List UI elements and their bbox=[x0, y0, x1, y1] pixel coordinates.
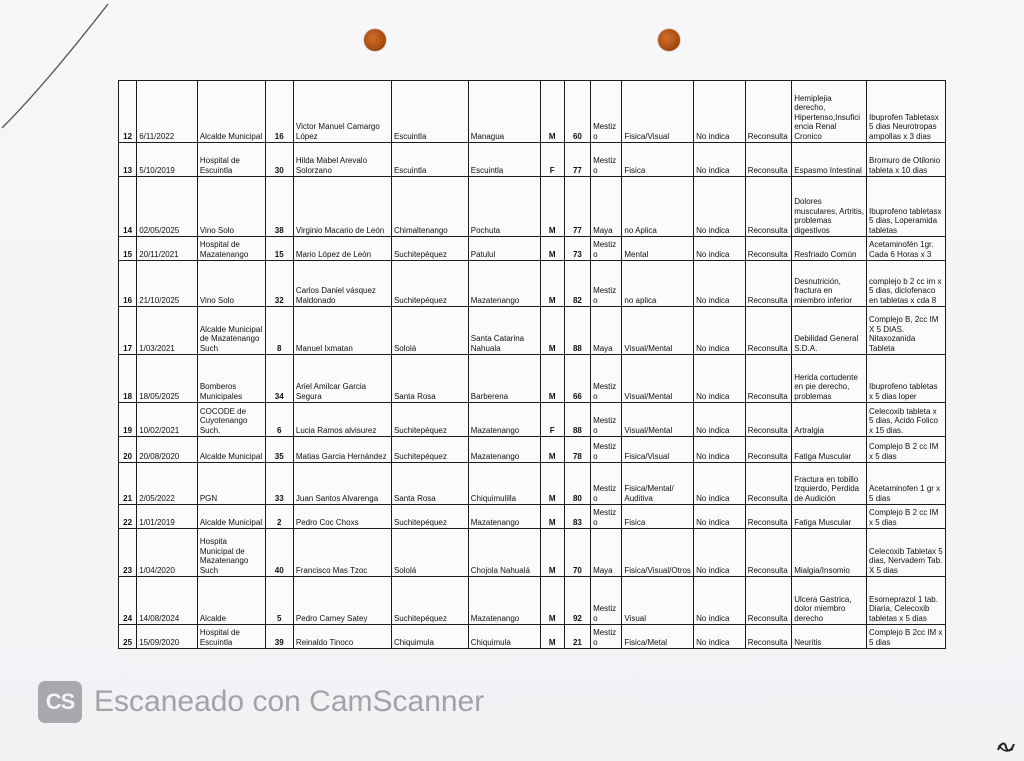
cell-visit-type: Reconsulta bbox=[745, 307, 792, 355]
cell-date: 10/02/2021 bbox=[137, 403, 198, 437]
cell-treatment: Bromuro de Otilonio tableta x 10 dias bbox=[867, 143, 946, 177]
cell-diagnosis: Artralgia bbox=[792, 403, 867, 437]
cell-municipality: Chiquimula bbox=[468, 625, 540, 649]
cell-ethnicity: Maya bbox=[591, 307, 622, 355]
cell-diagnosis: Desnutrición, fractura en miembro inferior bbox=[792, 261, 867, 307]
cell-disability: Fisica bbox=[622, 505, 694, 529]
cell-code: 2 bbox=[265, 505, 293, 529]
cell-visit-type: Reconsulta bbox=[745, 463, 792, 505]
cell-department: Suchitepéquez bbox=[391, 437, 468, 463]
cell-ethnicity: Mestizo bbox=[591, 505, 622, 529]
camscanner-watermark bbox=[38, 680, 484, 724]
cell-date: 5/10/2019 bbox=[137, 143, 198, 177]
cell-department: Suchitepéquez bbox=[391, 261, 468, 307]
cell-visit-type: Reconsulta bbox=[745, 403, 792, 437]
cell-education: No indica bbox=[694, 355, 746, 403]
cell-treatment: Complejo B 2cc IM x 5 dias bbox=[867, 625, 946, 649]
cell-disability: Visual/Mental bbox=[622, 307, 694, 355]
cell-disability: Mental bbox=[622, 237, 694, 261]
table-row bbox=[119, 625, 946, 649]
cell-row-number: 21 bbox=[119, 463, 137, 505]
cell-ethnicity: Mestizo bbox=[591, 625, 622, 649]
cell-disability: Fisica/Visual bbox=[622, 437, 694, 463]
cell-row-number: 14 bbox=[119, 177, 137, 237]
cell-visit-type: Reconsulta bbox=[745, 81, 792, 143]
cell-education: No indica bbox=[694, 463, 746, 505]
cell-code: 6 bbox=[265, 403, 293, 437]
cell-visit-type: Reconsulta bbox=[745, 437, 792, 463]
cell-diagnosis: Herida cortudente en pie derecho, problemas bbox=[792, 355, 867, 403]
cell-sex: M bbox=[540, 625, 564, 649]
watermark-text: Escaneado con CamScanner bbox=[94, 685, 485, 718]
cell-visit-type: Reconsulta bbox=[745, 505, 792, 529]
cell-education: No indica bbox=[694, 81, 746, 143]
cell-referred-by: Alcalde Municipal bbox=[197, 437, 265, 463]
cell-date: 18/05/2025 bbox=[137, 355, 198, 403]
cell-age: 82 bbox=[564, 261, 590, 307]
cell-diagnosis: Espasmo Intestinal bbox=[792, 143, 867, 177]
punch-hole-right bbox=[658, 29, 680, 51]
cell-patient-name: Virginio Macario de León bbox=[293, 177, 391, 237]
cell-patient-name: Mario López de León bbox=[293, 237, 391, 261]
cell-age: 83 bbox=[564, 505, 590, 529]
camscanner-logo-icon: CS bbox=[38, 681, 82, 723]
cell-age: 73 bbox=[564, 237, 590, 261]
cell-department: Suchitepéquez bbox=[391, 237, 468, 261]
cell-date: 1/01/2019 bbox=[137, 505, 198, 529]
cell-education: No indica bbox=[694, 577, 746, 625]
cell-patient-name: Hilda Mabel Arevalo Solorzano bbox=[293, 143, 391, 177]
cell-treatment: Celecoxib Tabletax 5 dias, Nervadem Tab. X 5 dias bbox=[867, 529, 946, 577]
cell-treatment: Complejo B 2 cc IM x 5 dias bbox=[867, 437, 946, 463]
cell-municipality: Pochuta bbox=[468, 177, 540, 237]
cell-age: 80 bbox=[564, 463, 590, 505]
cell-date: 1/04/2020 bbox=[137, 529, 198, 577]
cell-referred-by: Hospital de Escuintla bbox=[197, 143, 265, 177]
table-row bbox=[119, 355, 946, 403]
cell-municipality: Mazatenango bbox=[468, 437, 540, 463]
cell-diagnosis: Ulcera Gastrica, dolor miembro derecho bbox=[792, 577, 867, 625]
cell-row-number: 15 bbox=[119, 237, 137, 261]
table-row bbox=[119, 177, 946, 237]
cell-education: No indica bbox=[694, 237, 746, 261]
cell-disability: Visual bbox=[622, 577, 694, 625]
cell-department: Escuintla bbox=[391, 143, 468, 177]
cell-ethnicity: Mestizo bbox=[591, 355, 622, 403]
cell-visit-type: Reconsulta bbox=[745, 143, 792, 177]
cell-date: 15/09/2020 bbox=[137, 625, 198, 649]
cell-row-number: 23 bbox=[119, 529, 137, 577]
cell-age: 88 bbox=[564, 403, 590, 437]
cell-row-number: 18 bbox=[119, 355, 137, 403]
cell-row-number: 24 bbox=[119, 577, 137, 625]
cell-treatment: complejo b 2 cc im x 5 dias, diclofenaco en tabletas x cda 8 bbox=[867, 261, 946, 307]
corner-stamp-icon bbox=[996, 740, 1016, 754]
cell-code: 38 bbox=[265, 177, 293, 237]
cell-code: 32 bbox=[265, 261, 293, 307]
cell-visit-type: Reconsulta bbox=[745, 529, 792, 577]
cell-date: 1/03/2021 bbox=[137, 307, 198, 355]
cell-disability: Fisica/Mental/ Auditiva bbox=[622, 463, 694, 505]
cell-department: Suchitepéquez bbox=[391, 577, 468, 625]
cell-education: No indica bbox=[694, 307, 746, 355]
cell-disability: Visual/Mental bbox=[622, 403, 694, 437]
cell-code: 5 bbox=[265, 577, 293, 625]
cell-ethnicity: Mestizo bbox=[591, 463, 622, 505]
cell-education: No indica bbox=[694, 437, 746, 463]
cell-municipality: Barberena bbox=[468, 355, 540, 403]
cell-education: No indica bbox=[694, 529, 746, 577]
table-row bbox=[119, 237, 946, 261]
cell-patient-name: Lucia Ramos alvisurez bbox=[293, 403, 391, 437]
cell-disability: Fisica/Visual bbox=[622, 81, 694, 143]
cell-age: 78 bbox=[564, 437, 590, 463]
cell-patient-name: Pedro Camey Satey bbox=[293, 577, 391, 625]
cell-age: 88 bbox=[564, 307, 590, 355]
cell-diagnosis: Hemiplejia derecho, Hipertenso,Insuficiencia Renal Cronico bbox=[792, 81, 867, 143]
cell-municipality: Patulul bbox=[468, 237, 540, 261]
table-row bbox=[119, 143, 946, 177]
cell-sex: F bbox=[540, 143, 564, 177]
cell-referred-by: Vino Solo bbox=[197, 261, 265, 307]
cell-patient-name: Juan Santos Alvarenga bbox=[293, 463, 391, 505]
cell-referred-by: Alcalde Municipal de Mazatenango Such bbox=[197, 307, 265, 355]
cell-code: 8 bbox=[265, 307, 293, 355]
cell-sex: M bbox=[540, 177, 564, 237]
cell-ethnicity: Maya bbox=[591, 529, 622, 577]
cell-referred-by: PGN bbox=[197, 463, 265, 505]
cell-date: 02/05/2025 bbox=[137, 177, 198, 237]
table-row bbox=[119, 463, 946, 505]
cell-row-number: 25 bbox=[119, 625, 137, 649]
cell-treatment: Acetaminofén 1gr. Cada 6 Horas x 3 bbox=[867, 237, 946, 261]
cell-code: 16 bbox=[265, 81, 293, 143]
cell-visit-type: Reconsulta bbox=[745, 237, 792, 261]
cell-code: 35 bbox=[265, 437, 293, 463]
cell-sex: M bbox=[540, 529, 564, 577]
cell-diagnosis: Neuritis bbox=[792, 625, 867, 649]
cell-patient-name: Manuel Ixmatan bbox=[293, 307, 391, 355]
cell-sex: M bbox=[540, 237, 564, 261]
cell-age: 92 bbox=[564, 577, 590, 625]
table-row bbox=[119, 81, 946, 143]
cell-ethnicity: Mestizo bbox=[591, 437, 622, 463]
cell-ethnicity: Mestizo bbox=[591, 577, 622, 625]
cell-treatment: Complejo B 2 cc IM x 5 dias bbox=[867, 505, 946, 529]
cell-patient-name: Matias Garcia Hernández bbox=[293, 437, 391, 463]
cell-age: 70 bbox=[564, 529, 590, 577]
cell-department: Chiquimula bbox=[391, 625, 468, 649]
cell-municipality: Chojola Nahualá bbox=[468, 529, 540, 577]
cell-patient-name: Victor Manuel Camargo López bbox=[293, 81, 391, 143]
cell-date: 2/05/2022 bbox=[137, 463, 198, 505]
cell-code: 40 bbox=[265, 529, 293, 577]
cell-patient-name: Carlos Daniel vásquez Maldonado bbox=[293, 261, 391, 307]
cell-visit-type: Reconsulta bbox=[745, 625, 792, 649]
cell-treatment: Complejo B, 2cc IM X 5 DIAS. Nitaxozanida Tableta bbox=[867, 307, 946, 355]
cell-visit-type: Reconsulta bbox=[745, 177, 792, 237]
cell-referred-by: Hospital de Mazatenango bbox=[197, 237, 265, 261]
cell-municipality: Mazatenango bbox=[468, 505, 540, 529]
cell-referred-by: Alcalde Municipal bbox=[197, 505, 265, 529]
cell-diagnosis: Mialgia/Insomio bbox=[792, 529, 867, 577]
cell-referred-by: Vino Solo bbox=[197, 177, 265, 237]
cell-ethnicity: Mestizo bbox=[591, 261, 622, 307]
cell-row-number: 13 bbox=[119, 143, 137, 177]
cell-patient-name: Ariel Amilcar Garcia Segura bbox=[293, 355, 391, 403]
cell-treatment: Celecoxib tableta x 5 dias, Acido Folico x 15 dias. bbox=[867, 403, 946, 437]
cell-date: 21/10/2025 bbox=[137, 261, 198, 307]
cell-municipality: Managua bbox=[468, 81, 540, 143]
cell-disability: Fisica/Metal bbox=[622, 625, 694, 649]
cell-row-number: 17 bbox=[119, 307, 137, 355]
cell-disability: Fisica/Visual/Otros bbox=[622, 529, 694, 577]
cell-code: 39 bbox=[265, 625, 293, 649]
cell-referred-by: Hospita Municipal de Mazatenango Such bbox=[197, 529, 265, 577]
cell-date: 6/11/2022 bbox=[137, 81, 198, 143]
cell-treatment: Ibuprofeno tabletasx 5 dias, Loperamida tabletas bbox=[867, 177, 946, 237]
cell-municipality: Chiquimulilla bbox=[468, 463, 540, 505]
table-row bbox=[119, 403, 946, 437]
table-row bbox=[119, 307, 946, 355]
cell-diagnosis: Dolores musculares, Artritis, problemas digestivos bbox=[792, 177, 867, 237]
cell-education: No indica bbox=[694, 143, 746, 177]
cell-sex: M bbox=[540, 437, 564, 463]
cell-treatment: Esomeprazol 1 tab. Diaria, Celecoxib tabletas x 5 dias bbox=[867, 577, 946, 625]
cell-sex: M bbox=[540, 577, 564, 625]
cell-municipality: Mazatenango bbox=[468, 577, 540, 625]
cell-education: No indica bbox=[694, 177, 746, 237]
cell-ethnicity: Mestizo bbox=[591, 81, 622, 143]
cell-row-number: 16 bbox=[119, 261, 137, 307]
cell-referred-by: Alcalde Municipal bbox=[197, 81, 265, 143]
cell-department: Santa Rosa bbox=[391, 355, 468, 403]
cell-education: No indica bbox=[694, 261, 746, 307]
cell-diagnosis: Fractura en tobillo Izquierdo, Perdida de Audición bbox=[792, 463, 867, 505]
cell-sex: M bbox=[540, 505, 564, 529]
cell-date: 20/08/2020 bbox=[137, 437, 198, 463]
cell-department: Santa Rosa bbox=[391, 463, 468, 505]
cell-disability: Fisica bbox=[622, 143, 694, 177]
cell-sex: F bbox=[540, 403, 564, 437]
cell-referred-by: Bomberos Municipales bbox=[197, 355, 265, 403]
cell-municipality: Escuintla bbox=[468, 143, 540, 177]
cell-code: 15 bbox=[265, 237, 293, 261]
cell-ethnicity: Mestizo bbox=[591, 143, 622, 177]
cell-code: 34 bbox=[265, 355, 293, 403]
cell-treatment: Acetaminofen 1 gr x 5 dias bbox=[867, 463, 946, 505]
cell-date: 14/08/2024 bbox=[137, 577, 198, 625]
cell-ethnicity: Maya bbox=[591, 177, 622, 237]
cell-row-number: 20 bbox=[119, 437, 137, 463]
table-row bbox=[119, 505, 946, 529]
cell-education: No indica bbox=[694, 505, 746, 529]
cell-date: 20/11/2021 bbox=[137, 237, 198, 261]
cell-sex: M bbox=[540, 261, 564, 307]
page-fold-line bbox=[0, 0, 120, 140]
cell-department: Sololá bbox=[391, 529, 468, 577]
cell-department: Suchitepéquez bbox=[391, 403, 468, 437]
cell-visit-type: Reconsulta bbox=[745, 577, 792, 625]
cell-sex: M bbox=[540, 81, 564, 143]
cell-patient-name: Reinaldo Tinoco bbox=[293, 625, 391, 649]
cell-department: Sololá bbox=[391, 307, 468, 355]
table-row bbox=[119, 261, 946, 307]
cell-municipality: Mazatenango bbox=[468, 261, 540, 307]
cell-sex: M bbox=[540, 307, 564, 355]
cell-visit-type: Reconsulta bbox=[745, 261, 792, 307]
cell-disability: no aplica bbox=[622, 261, 694, 307]
cell-disability: no Aplica bbox=[622, 177, 694, 237]
cell-diagnosis: Fatiga Muscular bbox=[792, 505, 867, 529]
cell-disability: Visual/Mental bbox=[622, 355, 694, 403]
cell-age: 77 bbox=[564, 177, 590, 237]
cell-education: No indica bbox=[694, 403, 746, 437]
cell-age: 77 bbox=[564, 143, 590, 177]
cell-diagnosis: Resfriado Común bbox=[792, 237, 867, 261]
cell-row-number: 19 bbox=[119, 403, 137, 437]
punch-hole-left bbox=[364, 29, 386, 51]
table-row bbox=[119, 529, 946, 577]
cell-department: Escuintla bbox=[391, 81, 468, 143]
cell-row-number: 12 bbox=[119, 81, 137, 143]
cell-age: 60 bbox=[564, 81, 590, 143]
cell-ethnicity: Mestizo bbox=[591, 403, 622, 437]
cell-treatment: Ibuprofeno tabletas x 5 dias loper bbox=[867, 355, 946, 403]
cell-department: Suchitepéquez bbox=[391, 505, 468, 529]
cell-ethnicity: Mestizo bbox=[591, 237, 622, 261]
records-table bbox=[118, 80, 946, 649]
cell-code: 30 bbox=[265, 143, 293, 177]
cell-diagnosis: Fatiga Muscular bbox=[792, 437, 867, 463]
table-row bbox=[119, 437, 946, 463]
cell-education: No indica bbox=[694, 625, 746, 649]
table-row bbox=[119, 577, 946, 625]
cell-diagnosis: Debilidad General S.D.A. bbox=[792, 307, 867, 355]
cell-municipality: Santa Catarina Nahuala bbox=[468, 307, 540, 355]
cell-row-number: 22 bbox=[119, 505, 137, 529]
cell-department: Chimaltenango bbox=[391, 177, 468, 237]
cell-sex: M bbox=[540, 355, 564, 403]
cell-age: 66 bbox=[564, 355, 590, 403]
cell-patient-name: Francisco Mas Tzoc bbox=[293, 529, 391, 577]
cell-treatment: Ibuprofen Tabletasx 5 dias Neurotropas ampollas x 3 dias bbox=[867, 81, 946, 143]
cell-sex: M bbox=[540, 463, 564, 505]
cell-municipality: Mazatenango bbox=[468, 403, 540, 437]
cell-referred-by: COCODE de Cuyotenango Such. bbox=[197, 403, 265, 437]
cell-code: 33 bbox=[265, 463, 293, 505]
cell-age: 21 bbox=[564, 625, 590, 649]
cell-referred-by: Alcalde bbox=[197, 577, 265, 625]
cell-referred-by: Hospital de Escuintla bbox=[197, 625, 265, 649]
cell-visit-type: Reconsulta bbox=[745, 355, 792, 403]
cell-patient-name: Pedro Coc Choxs bbox=[293, 505, 391, 529]
